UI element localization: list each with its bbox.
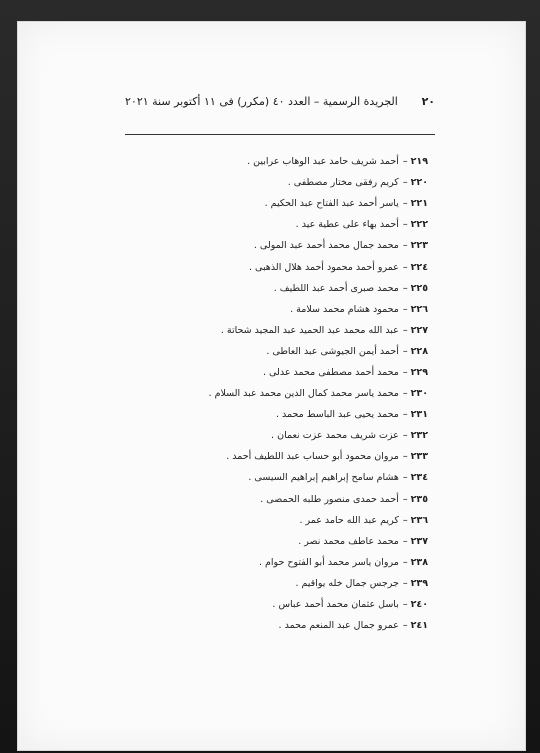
entry-name: أحمد شريف حامد عبد الوهاب عرابين . <box>247 156 399 168</box>
list-item <box>140 425 428 446</box>
entry-dash: – <box>402 493 408 505</box>
page-header <box>125 92 435 110</box>
list-item <box>140 214 428 235</box>
entry-name: مروان ياسر محمد أبو الفتوح حوام . <box>258 556 399 568</box>
entry-dash: – <box>402 620 408 632</box>
entry-name: محمد جمال محمد أحمد عبد المولى . <box>253 240 399 252</box>
entry-number: ٢٢١ <box>410 198 428 210</box>
entry-dash: – <box>402 324 408 336</box>
entry-number: ٢٣٢ <box>410 430 428 442</box>
list-item <box>140 615 428 636</box>
entry-dash: – <box>402 282 408 294</box>
entry-number: ٢٣٣ <box>410 451 428 463</box>
entry-name: مروان محمود أبو حساب عبد اللطيف أحمد . <box>226 451 399 463</box>
list-item <box>140 467 428 488</box>
entry-name: محمد صبرى أحمد عبد اللطيف . <box>273 282 399 294</box>
entry-name: جرجس جمال خله يواقيم . <box>295 577 399 589</box>
entry-name: أحمد بهاء على عطية عيد . <box>295 219 399 231</box>
entry-name: محمد ياسر محمد كمال الدين محمد عبد السلام . <box>208 388 399 400</box>
entry-dash: – <box>402 535 408 547</box>
entry-name: أحمد حمدى منصور طلبه الحمصى . <box>260 493 399 505</box>
entry-dash: – <box>402 219 408 231</box>
list-item <box>140 404 428 425</box>
entry-dash: – <box>402 156 408 168</box>
list-item <box>140 552 428 573</box>
entry-number: ٢٢٦ <box>410 303 428 315</box>
entry-number: ٢٣٠ <box>410 388 428 400</box>
list-item <box>140 594 428 615</box>
entry-number: ٢٣١ <box>410 409 428 421</box>
list-item <box>140 510 428 531</box>
entry-number: ٢٢٠ <box>410 177 428 189</box>
entry-dash: – <box>402 599 408 611</box>
list-item <box>140 193 428 214</box>
entry-dash: – <box>402 577 408 589</box>
gazette-title: الجريدة الرسمية – العدد ٤٠ (مكرر) فى ١١ أكتوبر سنة ٢٠٢١ <box>125 94 398 108</box>
list-item <box>140 341 428 362</box>
entry-name: عبد الله محمد عبد الحميد عبد المجيد شحاتة . <box>220 324 399 336</box>
entry-dash: – <box>402 472 408 484</box>
entry-number: ٢٣٦ <box>410 514 428 526</box>
entry-number: ٢٣٤ <box>410 472 428 484</box>
entry-name: عزت شريف محمد عزت نعمان . <box>271 430 399 442</box>
entry-number: ٢٢٨ <box>410 345 428 357</box>
list-item <box>140 320 428 341</box>
entry-number: ٢٣٥ <box>410 493 428 505</box>
entry-dash: – <box>402 240 408 252</box>
entry-dash: – <box>402 409 408 421</box>
entry-number: ٢٢٢ <box>410 219 428 231</box>
list-item <box>140 489 428 510</box>
list-item <box>140 172 428 193</box>
entry-name: عمرو أحمد محمود أحمد هلال الذهبى . <box>248 261 399 273</box>
entry-dash: – <box>402 366 408 378</box>
list-item <box>140 362 428 383</box>
list-item <box>140 151 428 172</box>
list-item <box>140 278 428 299</box>
entry-dash: – <box>402 303 408 315</box>
entry-name: كريم عبد الله حامد عمر . <box>299 514 399 526</box>
entry-dash: – <box>402 451 408 463</box>
list-item <box>140 256 428 277</box>
names-list <box>140 151 428 636</box>
entry-name: أحمد أيمن الجيوشى عبد العاطى . <box>266 345 399 357</box>
entry-dash: – <box>402 514 408 526</box>
entry-number: ٢١٩ <box>410 156 428 168</box>
entry-dash: – <box>402 388 408 400</box>
list-item <box>140 235 428 256</box>
entry-name: كريم رفقى مختار مصطفى . <box>287 177 399 189</box>
entry-name: محمد أحمد مصطفى محمد عدلى . <box>263 366 399 378</box>
list-item <box>140 573 428 594</box>
entry-name: ياسر أحمد عبد الفتاح عبد الحكيم . <box>264 198 399 210</box>
entry-number: ٢٢٣ <box>410 240 428 252</box>
entry-name: عمرو جمال عبد المنعم محمد . <box>278 620 399 632</box>
entry-name: محمود هشام محمد سلامة . <box>290 303 399 315</box>
page-number: ٢٠ <box>421 94 435 108</box>
entry-dash: – <box>402 261 408 273</box>
entry-number: ٢٢٥ <box>410 282 428 294</box>
list-item <box>140 299 428 320</box>
entry-dash: – <box>402 556 408 568</box>
entry-number: ٢٣٧ <box>410 535 428 547</box>
header-divider <box>125 134 435 135</box>
entry-number: ٢٤١ <box>410 620 428 632</box>
entry-number: ٢٣٨ <box>410 556 428 568</box>
entry-number: ٢٤٠ <box>410 599 428 611</box>
entry-dash: – <box>402 430 408 442</box>
entry-number: ٢٢٩ <box>410 366 428 378</box>
entry-name: هشام سامح إبراهيم إبراهيم السيسى . <box>248 472 399 484</box>
entry-dash: – <box>402 177 408 189</box>
entry-dash: – <box>402 198 408 210</box>
list-item <box>140 383 428 404</box>
entry-name: باسل عثمان محمد أحمد عباس . <box>272 599 399 611</box>
entry-number: ٢٢٤ <box>410 261 428 273</box>
list-item <box>140 446 428 467</box>
entry-number: ٢٢٧ <box>410 324 428 336</box>
entry-name: محمد عاطف محمد نصر . <box>298 535 399 547</box>
entry-dash: – <box>402 345 408 357</box>
list-item <box>140 531 428 552</box>
entry-name: محمد يحيى عبد الباسط محمد . <box>275 409 399 421</box>
entry-number: ٢٣٩ <box>410 577 428 589</box>
